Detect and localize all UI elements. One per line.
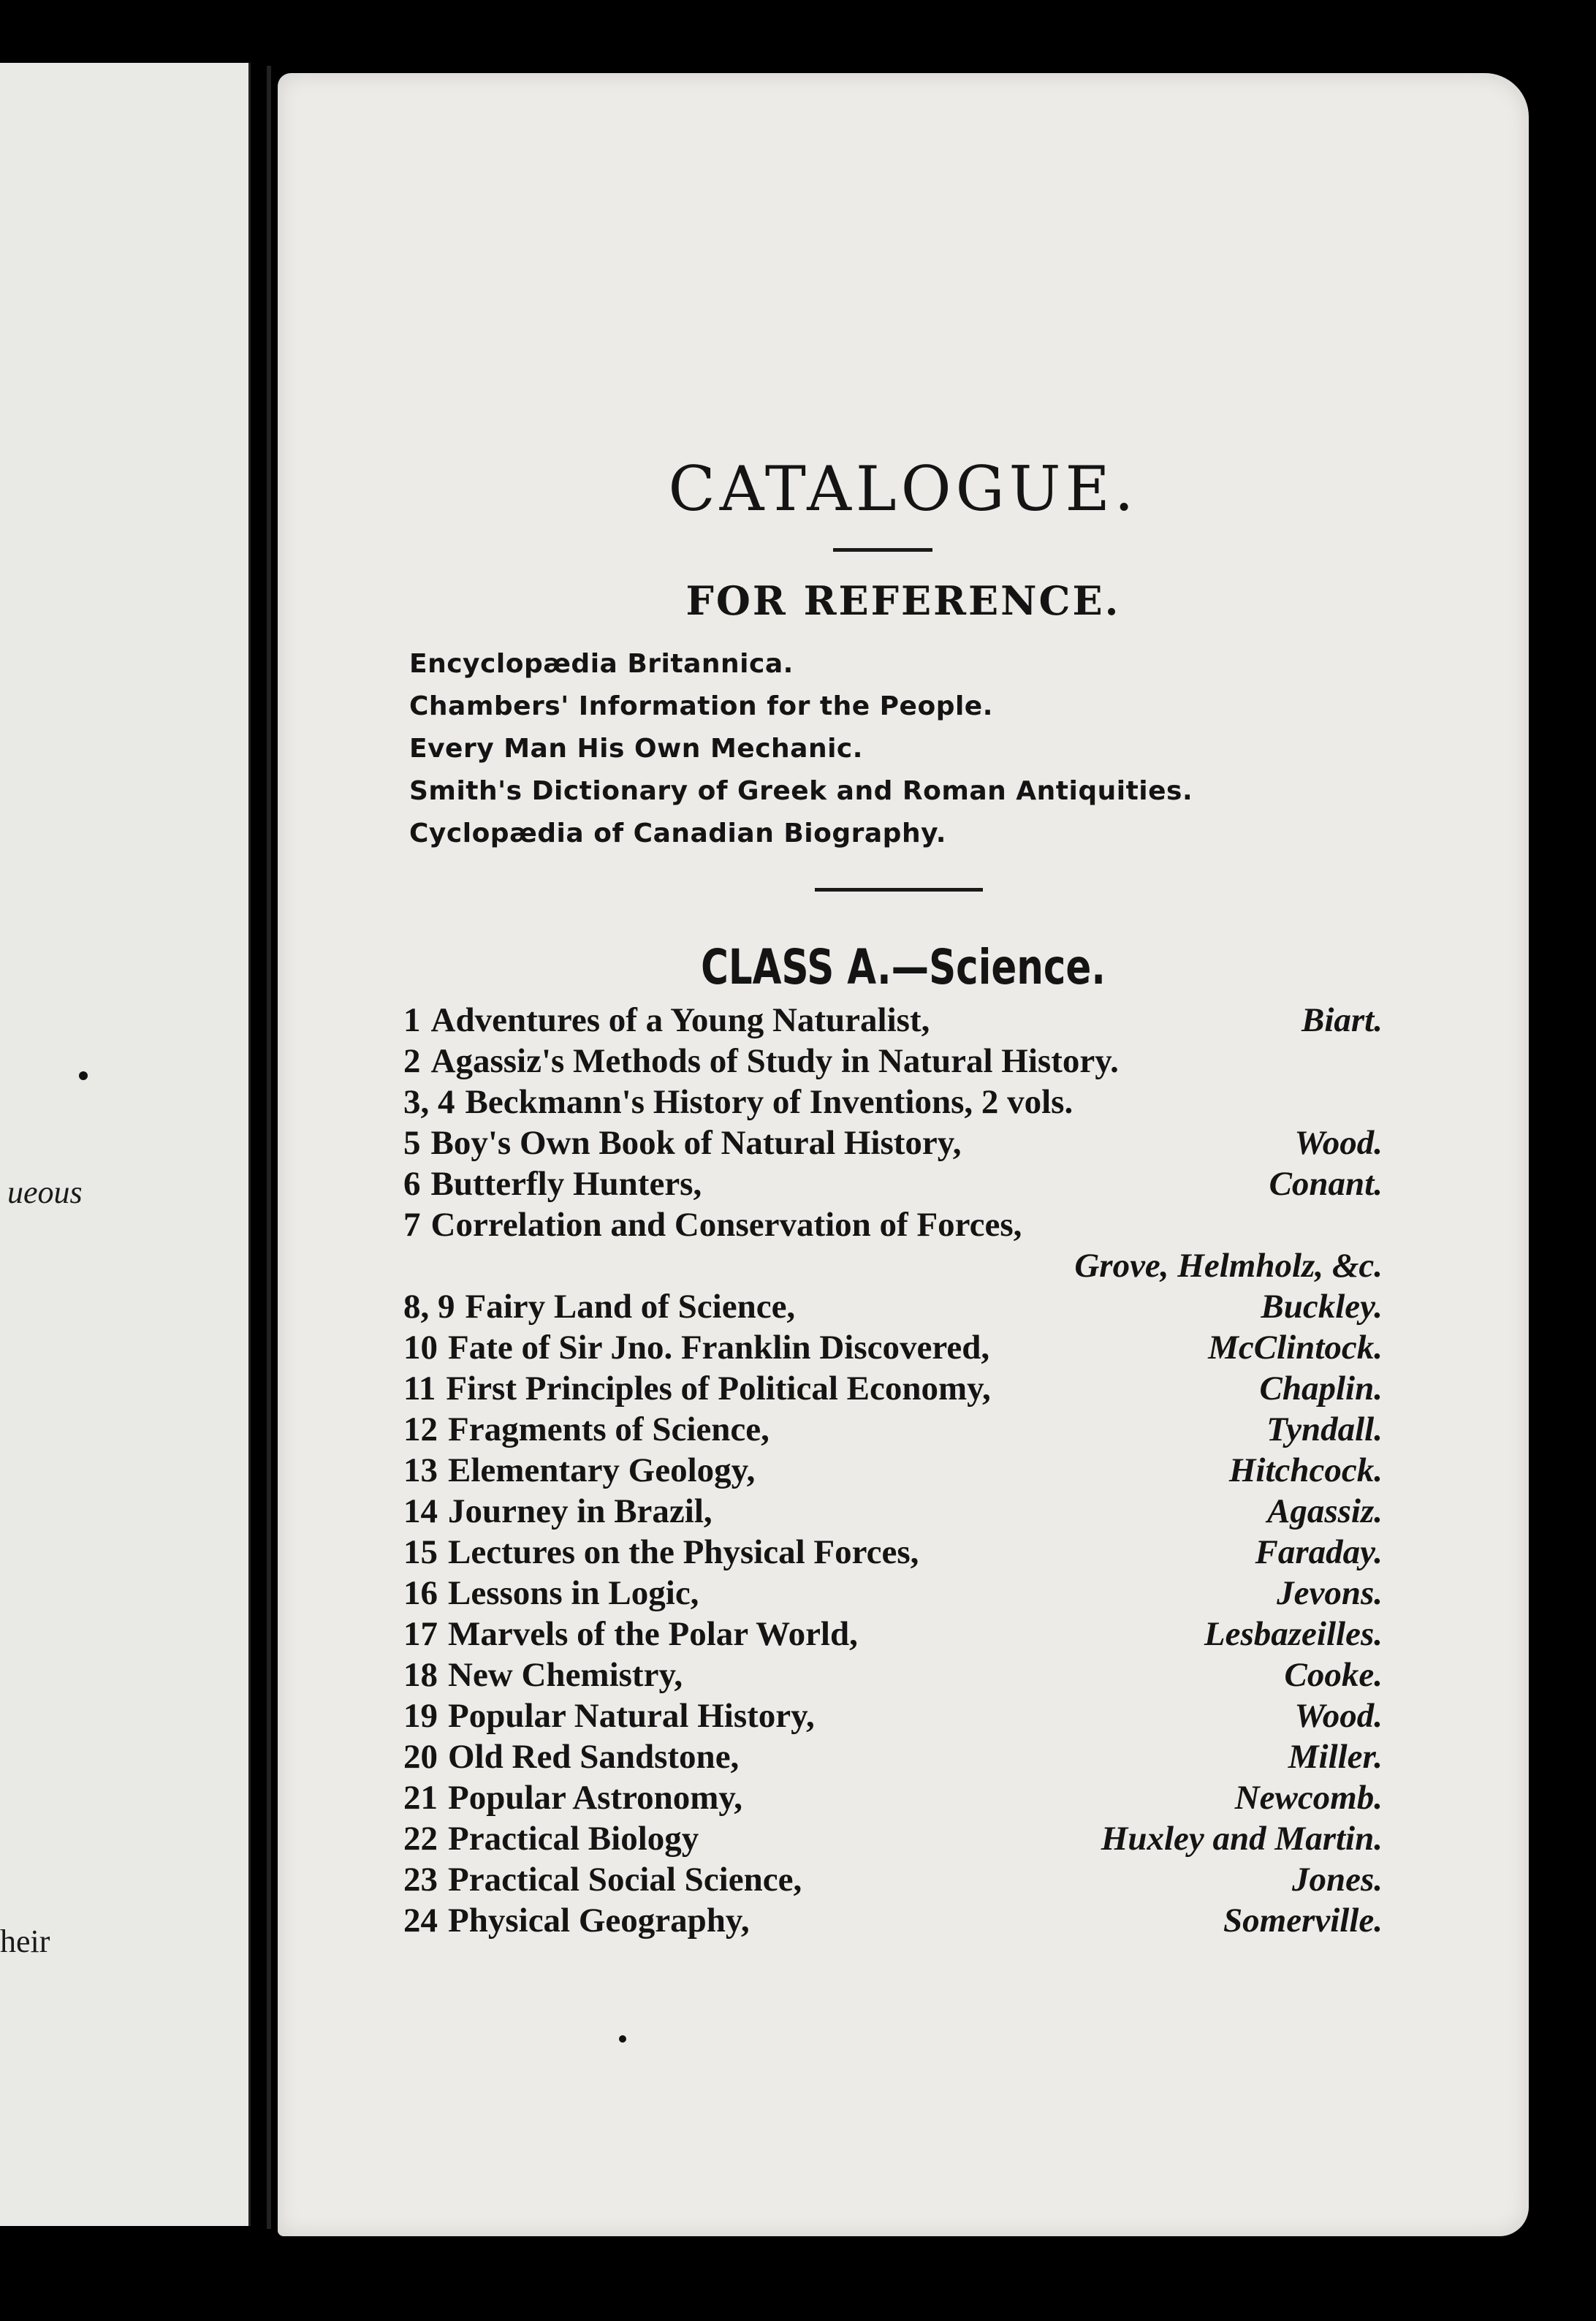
book-number: 3, 4 xyxy=(403,1083,455,1121)
book-entry xyxy=(403,1450,1383,1491)
book-list xyxy=(403,1000,1383,1941)
book-title: Boy's Own Book of Natural History, xyxy=(430,1124,962,1162)
book-title: Fate of Sir Jno. Franklin Discovered, xyxy=(448,1329,990,1367)
book-author-line xyxy=(403,1245,1383,1286)
book-title: Journey in Brazil, xyxy=(448,1492,712,1530)
book-author: Faraday. xyxy=(1255,1533,1383,1571)
book-title: Fragments of Science, xyxy=(448,1410,770,1448)
book-number: 8, 9 xyxy=(403,1288,455,1326)
gutter-line xyxy=(267,66,271,2229)
book-title: Popular Astronomy, xyxy=(448,1779,743,1817)
book-number: 20 xyxy=(403,1738,438,1776)
book-entry xyxy=(403,1122,1383,1163)
book-author: Conant. xyxy=(1269,1165,1383,1203)
book-title: New Chemistry, xyxy=(448,1656,683,1694)
book-author: Biart. xyxy=(1301,1001,1383,1039)
book-entry xyxy=(403,1082,1383,1122)
book-entry xyxy=(403,1736,1383,1777)
reference-item: Encyclopædia Britannica. xyxy=(409,649,794,679)
book-title: Correlation and Conservation of Forces, xyxy=(430,1206,1022,1244)
book-title: Marvels of the Polar World, xyxy=(448,1615,858,1653)
book-entry xyxy=(403,1327,1383,1368)
book-entry xyxy=(403,1900,1383,1941)
reference-item: Cyclopædia of Canadian Biography. xyxy=(409,818,946,848)
facing-page-fragment-bottom: heir xyxy=(0,1923,50,1959)
book-entry xyxy=(403,1163,1383,1204)
book-number: 19 xyxy=(403,1697,438,1735)
book-title: Physical Geography, xyxy=(448,1902,750,1940)
book-author: Tyndall. xyxy=(1266,1410,1383,1448)
catalogue-page xyxy=(278,73,1529,2236)
book-entry xyxy=(403,1286,1383,1327)
ink-speck xyxy=(619,2035,626,2043)
book-title: First Principles of Political Economy, xyxy=(446,1370,991,1408)
book-entry xyxy=(403,1818,1383,1859)
book-author: Hitchcock. xyxy=(1228,1451,1383,1489)
book-number: 10 xyxy=(403,1329,438,1367)
book-title: Butterfly Hunters, xyxy=(430,1165,702,1203)
title-divider xyxy=(833,548,932,552)
reference-item: Chambers' Information for the People. xyxy=(409,691,993,721)
book-author: Newcomb. xyxy=(1234,1779,1383,1817)
book-entry xyxy=(403,1614,1383,1655)
book-entry xyxy=(403,1573,1383,1614)
book-number: 11 xyxy=(403,1370,436,1408)
book-title: Practical Social Science, xyxy=(448,1861,802,1899)
book-title: Elementary Geology, xyxy=(448,1451,756,1489)
book-author: Agassiz. xyxy=(1266,1492,1383,1530)
reference-list xyxy=(409,643,1193,855)
book-title: Practical Biology xyxy=(448,1820,699,1858)
book-number: 2 xyxy=(403,1042,421,1080)
book-number: 24 xyxy=(403,1902,438,1940)
book-title: Lessons in Logic, xyxy=(448,1574,699,1612)
page-title: CATALOGUE. xyxy=(668,453,1139,525)
book-author: Cooke. xyxy=(1284,1656,1383,1694)
book-entry xyxy=(403,1491,1383,1532)
book-entry xyxy=(403,1409,1383,1450)
book-title: Beckmann's History of Inventions, 2 vols. xyxy=(465,1083,1074,1121)
book-number: 12 xyxy=(403,1410,438,1448)
book-author: Huxley and Martin. xyxy=(1101,1820,1383,1858)
book-author: Chaplin. xyxy=(1259,1370,1383,1408)
book-entry xyxy=(403,1204,1383,1245)
book-author: Wood. xyxy=(1294,1697,1383,1735)
ink-speck xyxy=(79,1071,88,1080)
class-a-heading: CLASS A.—Science. xyxy=(701,939,1106,995)
book-entry xyxy=(403,1368,1383,1409)
book-author: Buckley. xyxy=(1261,1288,1383,1326)
book-author: Wood. xyxy=(1294,1124,1383,1162)
book-number: 21 xyxy=(403,1779,438,1817)
book-number: 18 xyxy=(403,1656,438,1694)
book-author: Somerville. xyxy=(1223,1902,1383,1940)
book-number: 5 xyxy=(403,1124,421,1162)
reference-divider xyxy=(815,888,983,892)
book-number: 6 xyxy=(403,1165,421,1203)
book-author: Jones. xyxy=(1291,1861,1383,1899)
book-author: Miller. xyxy=(1288,1738,1383,1776)
book-number: 14 xyxy=(403,1492,438,1530)
book-author: McClintock. xyxy=(1208,1329,1383,1367)
book-entry xyxy=(403,1859,1383,1900)
reference-item: Every Man His Own Mechanic. xyxy=(409,734,863,764)
book-author: Jevons. xyxy=(1277,1574,1383,1612)
book-number: 7 xyxy=(403,1206,421,1244)
reference-item: Smith's Dictionary of Greek and Roman Antiquities. xyxy=(409,776,1193,806)
book-number: 1 xyxy=(403,1001,421,1039)
reference-heading: FOR REFERENCE. xyxy=(685,577,1121,624)
book-title: Lectures on the Physical Forces, xyxy=(448,1533,919,1571)
book-entry xyxy=(403,1695,1383,1736)
book-entry xyxy=(403,1777,1383,1818)
book-entry xyxy=(403,1041,1383,1082)
book-number: 17 xyxy=(403,1615,438,1653)
book-number: 13 xyxy=(403,1451,438,1489)
book-number: 16 xyxy=(403,1574,438,1612)
book-entry xyxy=(403,1532,1383,1573)
book-entry xyxy=(403,1000,1383,1041)
facing-page-fragment-top: ueous xyxy=(7,1174,83,1210)
book-title: Adventures of a Young Naturalist, xyxy=(430,1001,930,1039)
book-title: Old Red Sandstone, xyxy=(448,1738,740,1776)
book-author: Grove, Helmholz, &c. xyxy=(1074,1247,1383,1285)
book-number: 15 xyxy=(403,1533,438,1571)
book-title: Fairy Land of Science, xyxy=(465,1288,796,1326)
book-author: Lesbazeilles. xyxy=(1204,1615,1383,1653)
book-number: 23 xyxy=(403,1861,438,1899)
facing-page xyxy=(0,63,251,2226)
book-title: Popular Natural History, xyxy=(448,1697,815,1735)
book-number: 22 xyxy=(403,1820,438,1858)
book-entry xyxy=(403,1655,1383,1695)
book-title: Agassiz's Methods of Study in Natural History. xyxy=(430,1042,1119,1080)
